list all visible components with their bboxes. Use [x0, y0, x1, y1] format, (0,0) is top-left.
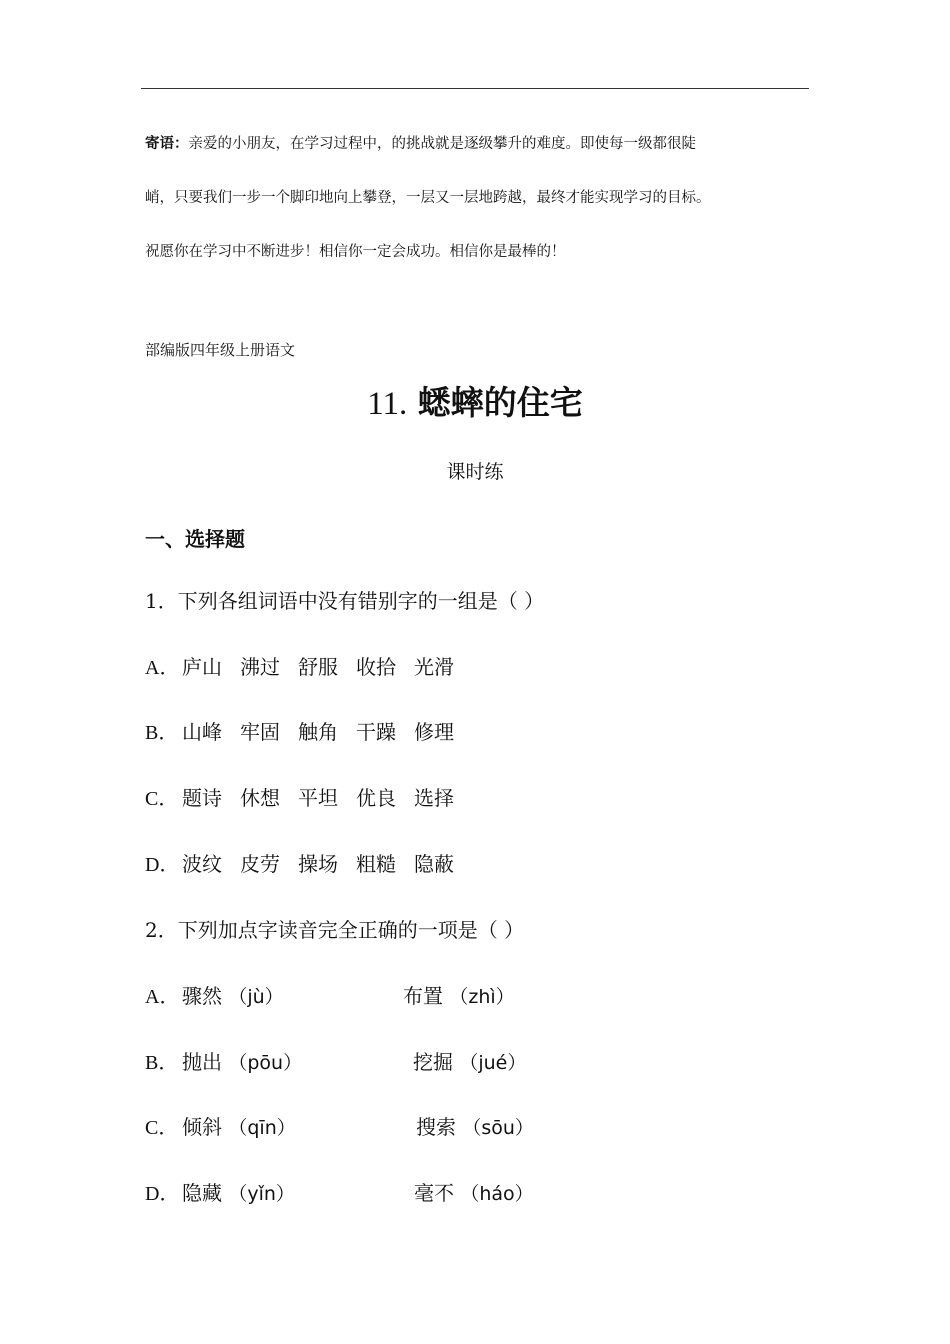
- option-word: 题诗: [182, 786, 222, 810]
- grade-label: 部编版四年级上册语文: [145, 341, 296, 359]
- option-label: A．: [145, 986, 180, 1008]
- option-word: 触角: [298, 720, 338, 744]
- option-word: 倾斜: [182, 1115, 222, 1139]
- option-label: B．: [145, 722, 179, 744]
- option-label: D．: [145, 854, 180, 876]
- option-word: 皮劳: [240, 852, 280, 876]
- option-word: 干躁: [356, 720, 396, 744]
- option-label: D．: [145, 1183, 180, 1205]
- motto-line-3: 祝愿你在学习中不断进步！相信你一定会成功。相信你是最棒的！: [145, 244, 566, 260]
- option-word: 毫不: [414, 1181, 454, 1205]
- option-label: A．: [145, 657, 180, 679]
- option-word: 收拾: [356, 655, 396, 679]
- option-label: B．: [145, 1052, 179, 1074]
- question-1-option-a: [145, 653, 472, 682]
- option-word: 庐山: [182, 655, 222, 679]
- header-rule: [141, 88, 809, 89]
- option-word: 山峰: [182, 720, 222, 744]
- section-heading: 一、选择题: [145, 527, 245, 551]
- option-word: 隐藏: [182, 1181, 222, 1205]
- question-1-option-b: [145, 718, 472, 747]
- option-word: 操场: [298, 852, 338, 876]
- option-pinyin: （yǐn）: [228, 1183, 295, 1205]
- option-pinyin: （jué）: [459, 1052, 527, 1074]
- option-pinyin: （háo）: [460, 1183, 534, 1205]
- option-label: C．: [145, 788, 179, 810]
- option-word: 搜索: [416, 1115, 456, 1139]
- subtitle: 课时练: [446, 461, 504, 483]
- lesson-name: 蟋蟀的住宅: [417, 383, 583, 422]
- option-pinyin: （qīn）: [228, 1117, 296, 1139]
- option-word: 抛出: [182, 1050, 222, 1074]
- question-2-option-c-second: [416, 1113, 534, 1142]
- question-1-stem: 1．下列各组词语中没有错别字的一组是（ ）: [145, 589, 545, 613]
- option-word: 修理: [414, 720, 454, 744]
- option-word: 骤然: [182, 984, 222, 1008]
- option-word: 舒服: [298, 655, 338, 679]
- question-1-option-d: [145, 850, 472, 879]
- option-label: C．: [145, 1117, 179, 1139]
- motto-line-2: 峭，只要我们一步一个脚印地向上攀登，一层又一层地跨越，最终才能实现学习的目标。: [145, 190, 711, 206]
- option-word: 布置: [403, 984, 443, 1008]
- option-pinyin: （pōu）: [228, 1052, 303, 1074]
- option-word: 选择: [414, 786, 454, 810]
- option-pinyin: （sōu）: [462, 1117, 534, 1139]
- motto-label: 寄语：: [145, 135, 189, 152]
- question-2-option-a-second: [403, 982, 515, 1011]
- question-2-option-b-second: [413, 1048, 526, 1077]
- motto-text-1: 亲爱的小朋友，在学习过程中，的挑战就是逐级攀升的难度。即使每一级都很陡: [188, 136, 696, 152]
- option-pinyin: （jù）: [228, 986, 284, 1008]
- question-2-option-c: [145, 1113, 296, 1142]
- question-2-option-b: [145, 1048, 302, 1077]
- option-word: 优良: [356, 786, 396, 810]
- option-word: 光滑: [414, 655, 454, 679]
- option-word: 平坦: [298, 786, 338, 810]
- lesson-number: 11.: [367, 386, 408, 422]
- option-word: 粗糙: [356, 852, 396, 876]
- lesson-title: [0, 380, 950, 427]
- question-2-stem: 2．下列加点字读音完全正确的一项是（ ）: [145, 918, 525, 942]
- option-pinyin: （zhì）: [449, 986, 515, 1008]
- question-2-option-a: [145, 982, 284, 1011]
- option-word: 挖掘: [413, 1050, 453, 1074]
- option-word: 休想: [240, 786, 280, 810]
- motto-line-1: [145, 134, 815, 154]
- option-word: 隐蔽: [414, 852, 454, 876]
- question-2-option-d-second: [414, 1179, 534, 1208]
- question-1-option-c: [145, 784, 472, 813]
- option-word: 波纹: [182, 852, 222, 876]
- option-word: 沸过: [240, 655, 280, 679]
- question-2-option-d: [145, 1179, 295, 1208]
- option-word: 牢固: [240, 720, 280, 744]
